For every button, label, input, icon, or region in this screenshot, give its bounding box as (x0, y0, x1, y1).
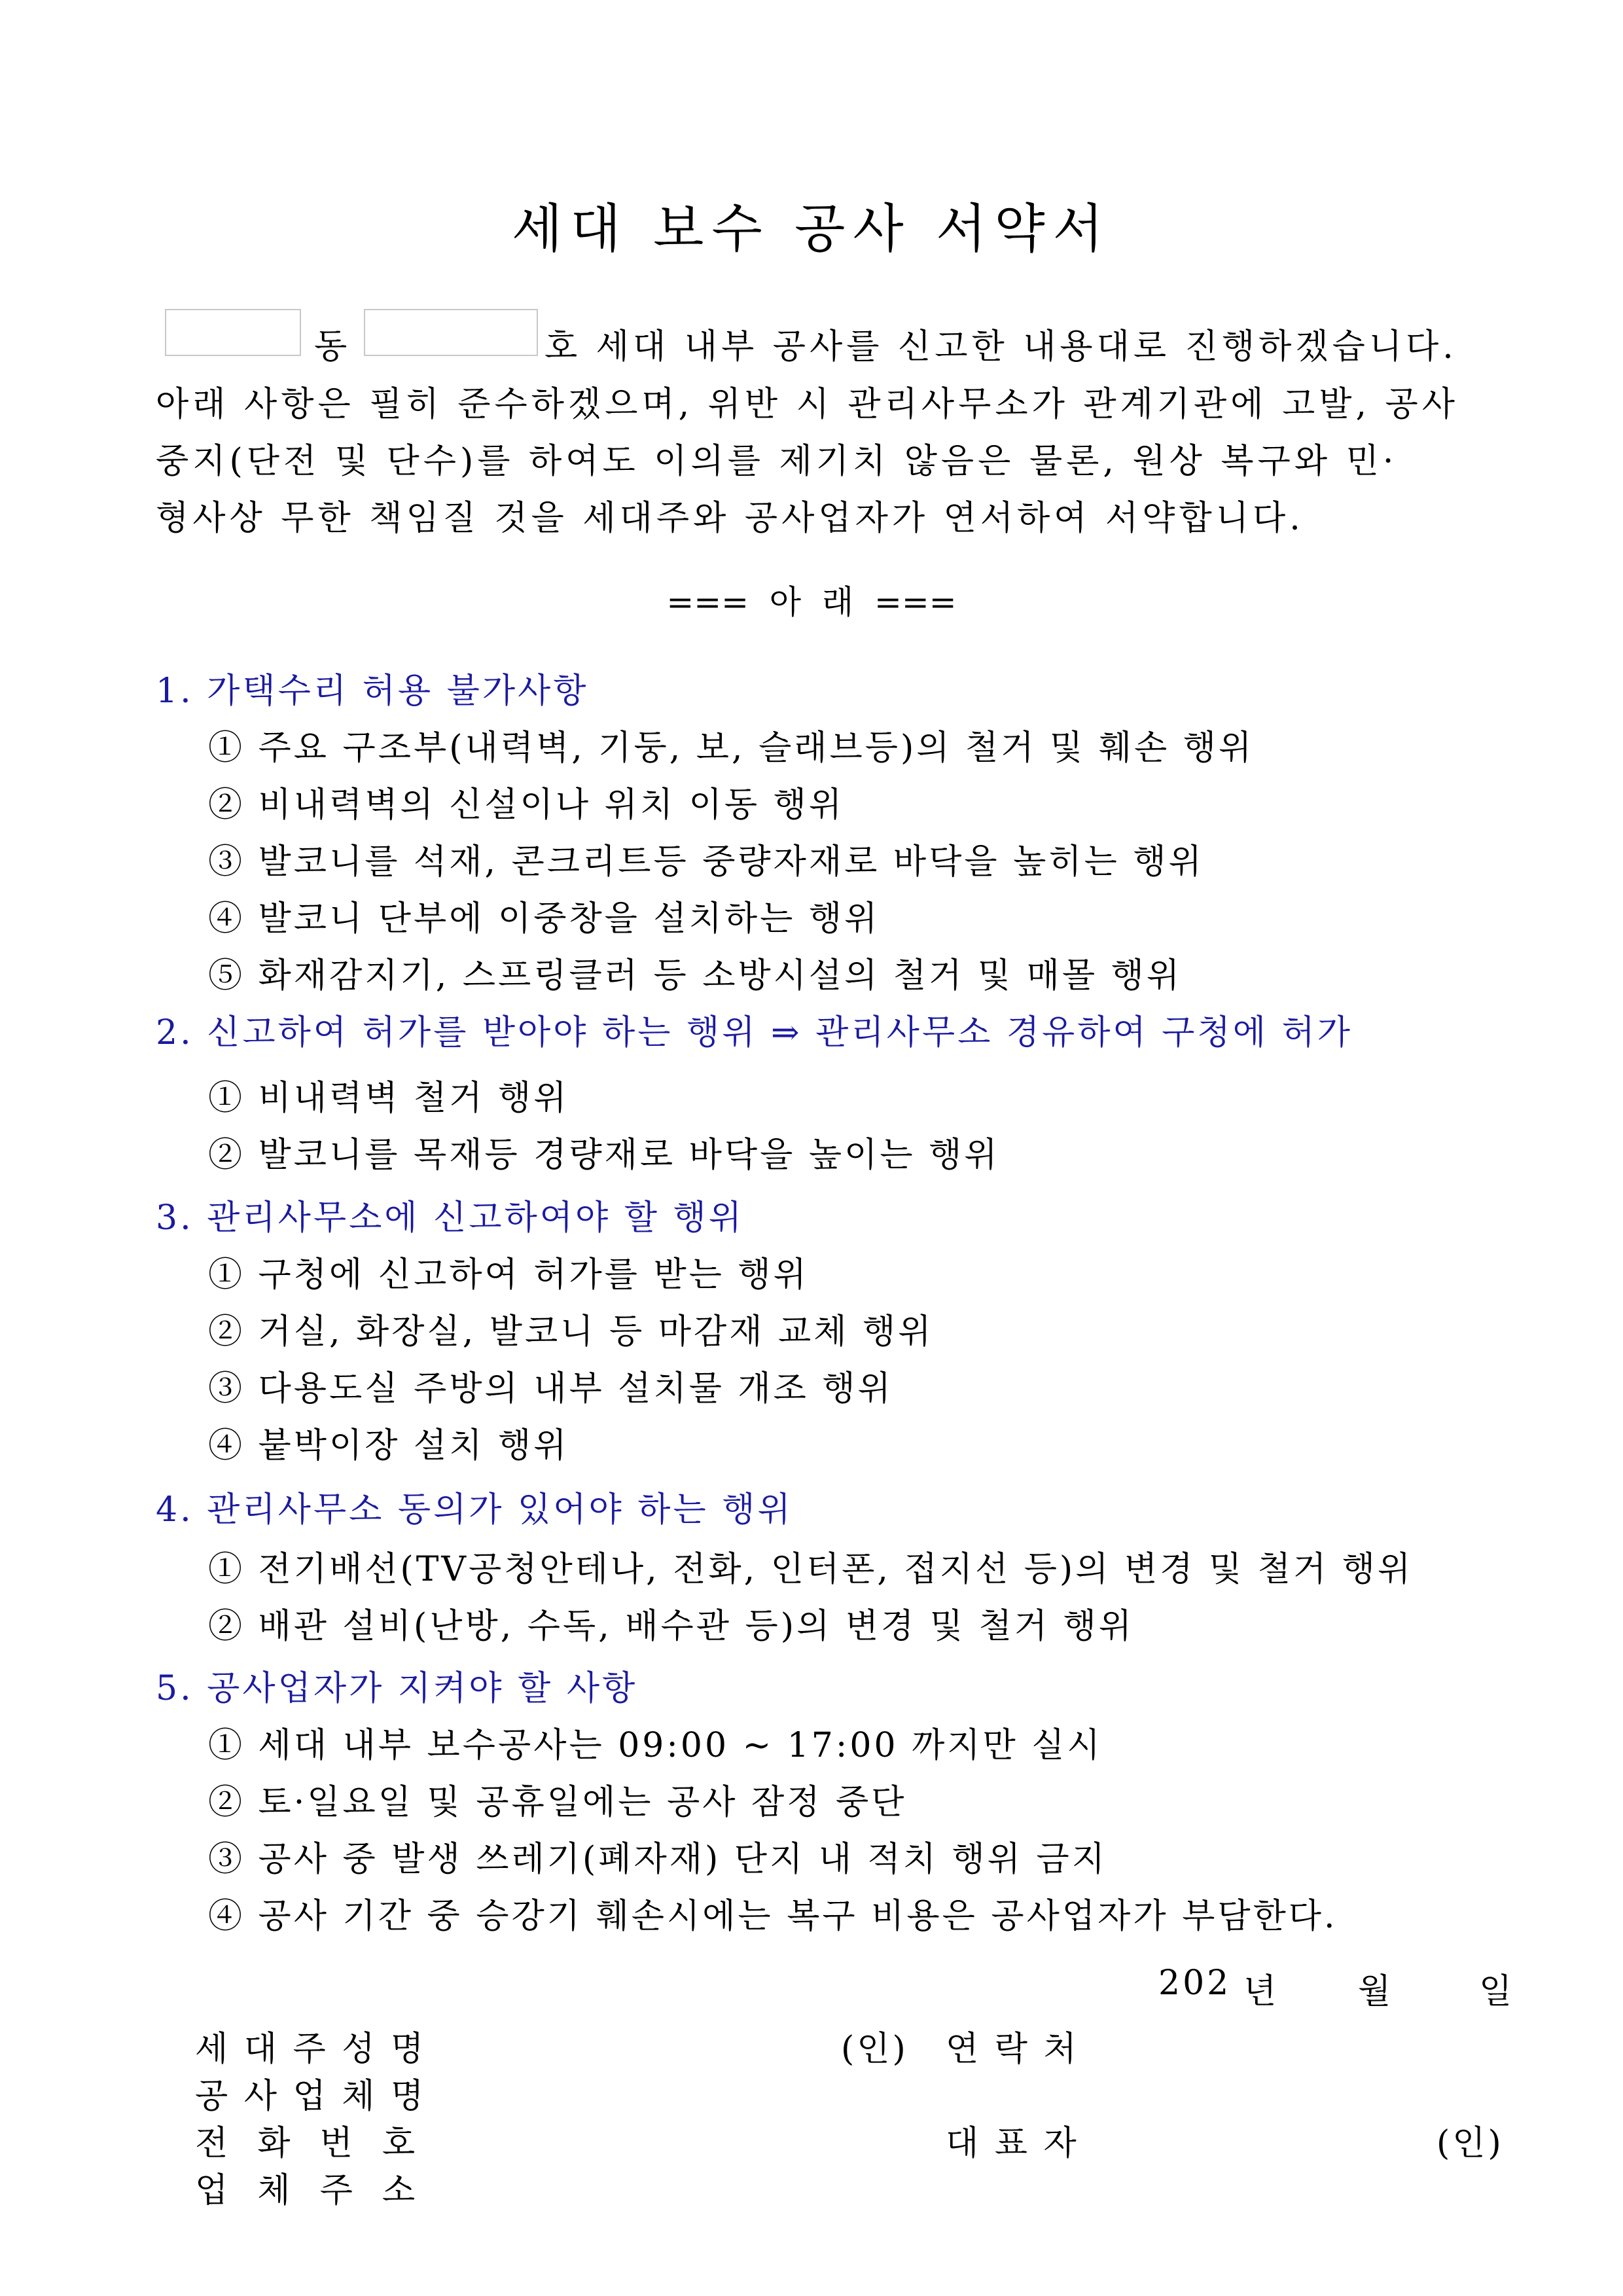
intro-line-3: 중지(단전 및 단수)를 하여도 이의를 제기치 않음은 물론, 원상 복구와 민· (156, 442, 1398, 481)
list-item: ① 주요 구조부(내력벽, 기둥, 보, 슬래브등)의 철거 및 훼손 행위 (208, 728, 1255, 768)
seal-mark: (인) (841, 2030, 908, 2069)
document-title: 세대 보수 공사 서약서 (512, 198, 1111, 259)
section-heading-1: 1. 가택수리 허용 불가사항 (156, 672, 589, 711)
intro-line-4: 형사상 무한 책임질 것을 세대주와 공사업자가 연서하여 서약합니다. (156, 499, 1304, 538)
list-item: ④ 발코니 단부에 이중창을 설치하는 행위 (208, 899, 880, 939)
list-item: ① 전기배선(TV공청안테나, 전화, 인터폰, 접지선 등)의 변경 및 철거 행위 (208, 1550, 1414, 1589)
list-item: ② 거실, 화장실, 발코니 등 마감재 교체 행위 (208, 1312, 934, 1352)
list-item: ② 비내력벽의 신설이나 위치 이동 행위 (208, 785, 845, 825)
dong-number-field[interactable] (165, 309, 301, 356)
list-item: ② 배관 설비(난방, 수독, 배수관 등)의 변경 및 철거 행위 (208, 1607, 1135, 1646)
date-day-unit: 일 (1479, 1972, 1515, 2011)
household-name-label: 세 대 주 성 명 (195, 2030, 427, 2069)
list-item: ② 토·일요일 및 공휴일에는 공사 잠정 중단 (208, 1783, 907, 1822)
seal-mark: (인) (1436, 2124, 1504, 2163)
intro-line-2: 아래 사항은 필히 준수하겠으며, 위반 시 관리사무소가 관계기관에 고발, 공사 (156, 385, 1459, 424)
list-item: ③ 다용도실 주방의 내부 설치물 개조 행위 (208, 1369, 893, 1408)
section-heading-2: 2. 신고하여 허가를 받아야 하는 행위 ⇒ 관리사무소 경유하여 구청에 허가 (156, 1013, 1353, 1052)
list-item: ① 세대 내부 보수공사는 09:00 ~ 17:00 까지만 실시 (208, 1726, 1103, 1765)
section-heading-4: 4. 관리사무소 동의가 있어야 하는 행위 (156, 1490, 793, 1530)
dong-label: 동 (314, 327, 351, 367)
ho-number-field[interactable] (364, 309, 538, 356)
phone-label: 전 화 번 호 (195, 2124, 418, 2163)
section-heading-5: 5. 공사업자가 지켜야 할 사항 (156, 1669, 638, 1708)
section-heading-3: 3. 관리사무소에 신고하여야 할 행위 (156, 1198, 744, 1238)
intro-line-1: 호 세대 내부 공사를 신고한 내용대로 진행하겠습니다. (544, 327, 1457, 367)
list-item: ① 비내력벽 철거 행위 (208, 1079, 569, 1118)
company-name-label: 공 사 업 체 명 (195, 2077, 427, 2116)
list-item: ③ 공사 중 발생 쓰레기(폐자재) 단지 내 적치 행위 금지 (208, 1840, 1107, 1879)
date-year-unit: 년 (1243, 1972, 1279, 2011)
date-month-unit: 월 (1358, 1972, 1394, 2011)
list-item: ④ 공사 기간 중 승강기 훼손시에는 복구 비용은 공사업자가 부담한다. (208, 1897, 1338, 1936)
representative-label: 대 표 자 (946, 2124, 1079, 2163)
list-item: ③ 발코니를 석재, 콘크리트등 중량자재로 바닥을 높히는 행위 (208, 842, 1204, 882)
list-item: ⑤ 화재감지기, 스프링클러 등 소방시설의 철거 및 매몰 행위 (208, 956, 1183, 996)
contact-label: 연 락 처 (946, 2030, 1079, 2069)
list-item: ① 구청에 신고하여 허가를 받는 행위 (208, 1255, 809, 1295)
separator: === 아 래 === (666, 583, 957, 621)
address-label: 업 체 주 소 (195, 2171, 418, 2210)
date-year[interactable]: 202 (1158, 1964, 1232, 2003)
list-item: ② 발코니를 목재등 경량재로 바닥을 높이는 행위 (208, 1136, 1000, 1175)
list-item: ④ 붙박이장 설치 행위 (208, 1426, 569, 1465)
